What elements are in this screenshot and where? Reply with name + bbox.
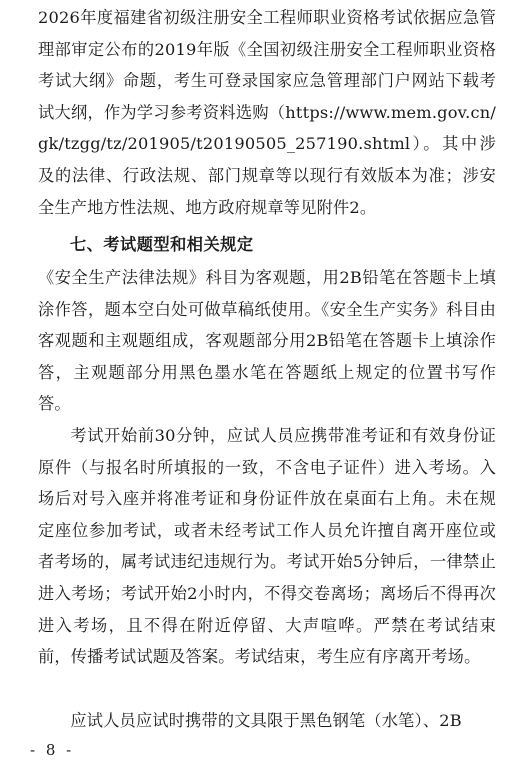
paragraph-syllabus-info: 2026年度福建省初级注册安全工程师职业资格考试依据应急管理部审定公布的2019年版《全国初级注册安全工程师职业资格考试大纲》命题，考生可登录国家应急管理部门户网站下载考试大纲，作为学习参考资料选购（https://www.mem.gov.cn/gk/tzgg/tz/201905/t20190505_257190.shtml）。其中涉及的法律、行政法规、部门规章等以现行有效版本为准；涉安全生产地方性法规、地方政府规章等见附件2。 [38,8,496,217]
paragraph-exam-room-rules: 考试开始前30分钟，应试人员应携带准考证和有效身份证原件（与报名时所填报的一致，不含电子证件）进入考场。入场后对号入座并将准考证和身份证件放在桌面右上角。未在规定座位参加考试，或者未经考试工作人员允许擅自离开座位或者考场的，属考试违纪违规行为。考试开始5分钟后，一律禁止进入考场；考试开始2小时内，不得交卷离场；离场后不得再次进入考场，且不得在附近停留、大声喧哗。严禁在考试结束前，传播考试试题及答案。考试结束，考生应有序离开考场。 [38,426,496,667]
paragraph-stationery: 应试人员应试时携带的文具限于黑色钢笔（水笔）、2B [70,711,462,730]
page-number: - 8 - [30,741,75,759]
paragraph-exam-question-types: 《安全生产法律法规》科目为客观题，用2B铅笔在答题卡上填涂作答，题本空白处可做草稿纸使用。《安全生产实务》科目由客观题和主观题组成，客观题部分用2B铅笔在答题卡上填涂作答，主观题部分用黑色墨水笔在答题纸上规定的位置书写作答。 [38,268,496,414]
section-heading: 七、考试题型和相关规定 [70,235,254,254]
